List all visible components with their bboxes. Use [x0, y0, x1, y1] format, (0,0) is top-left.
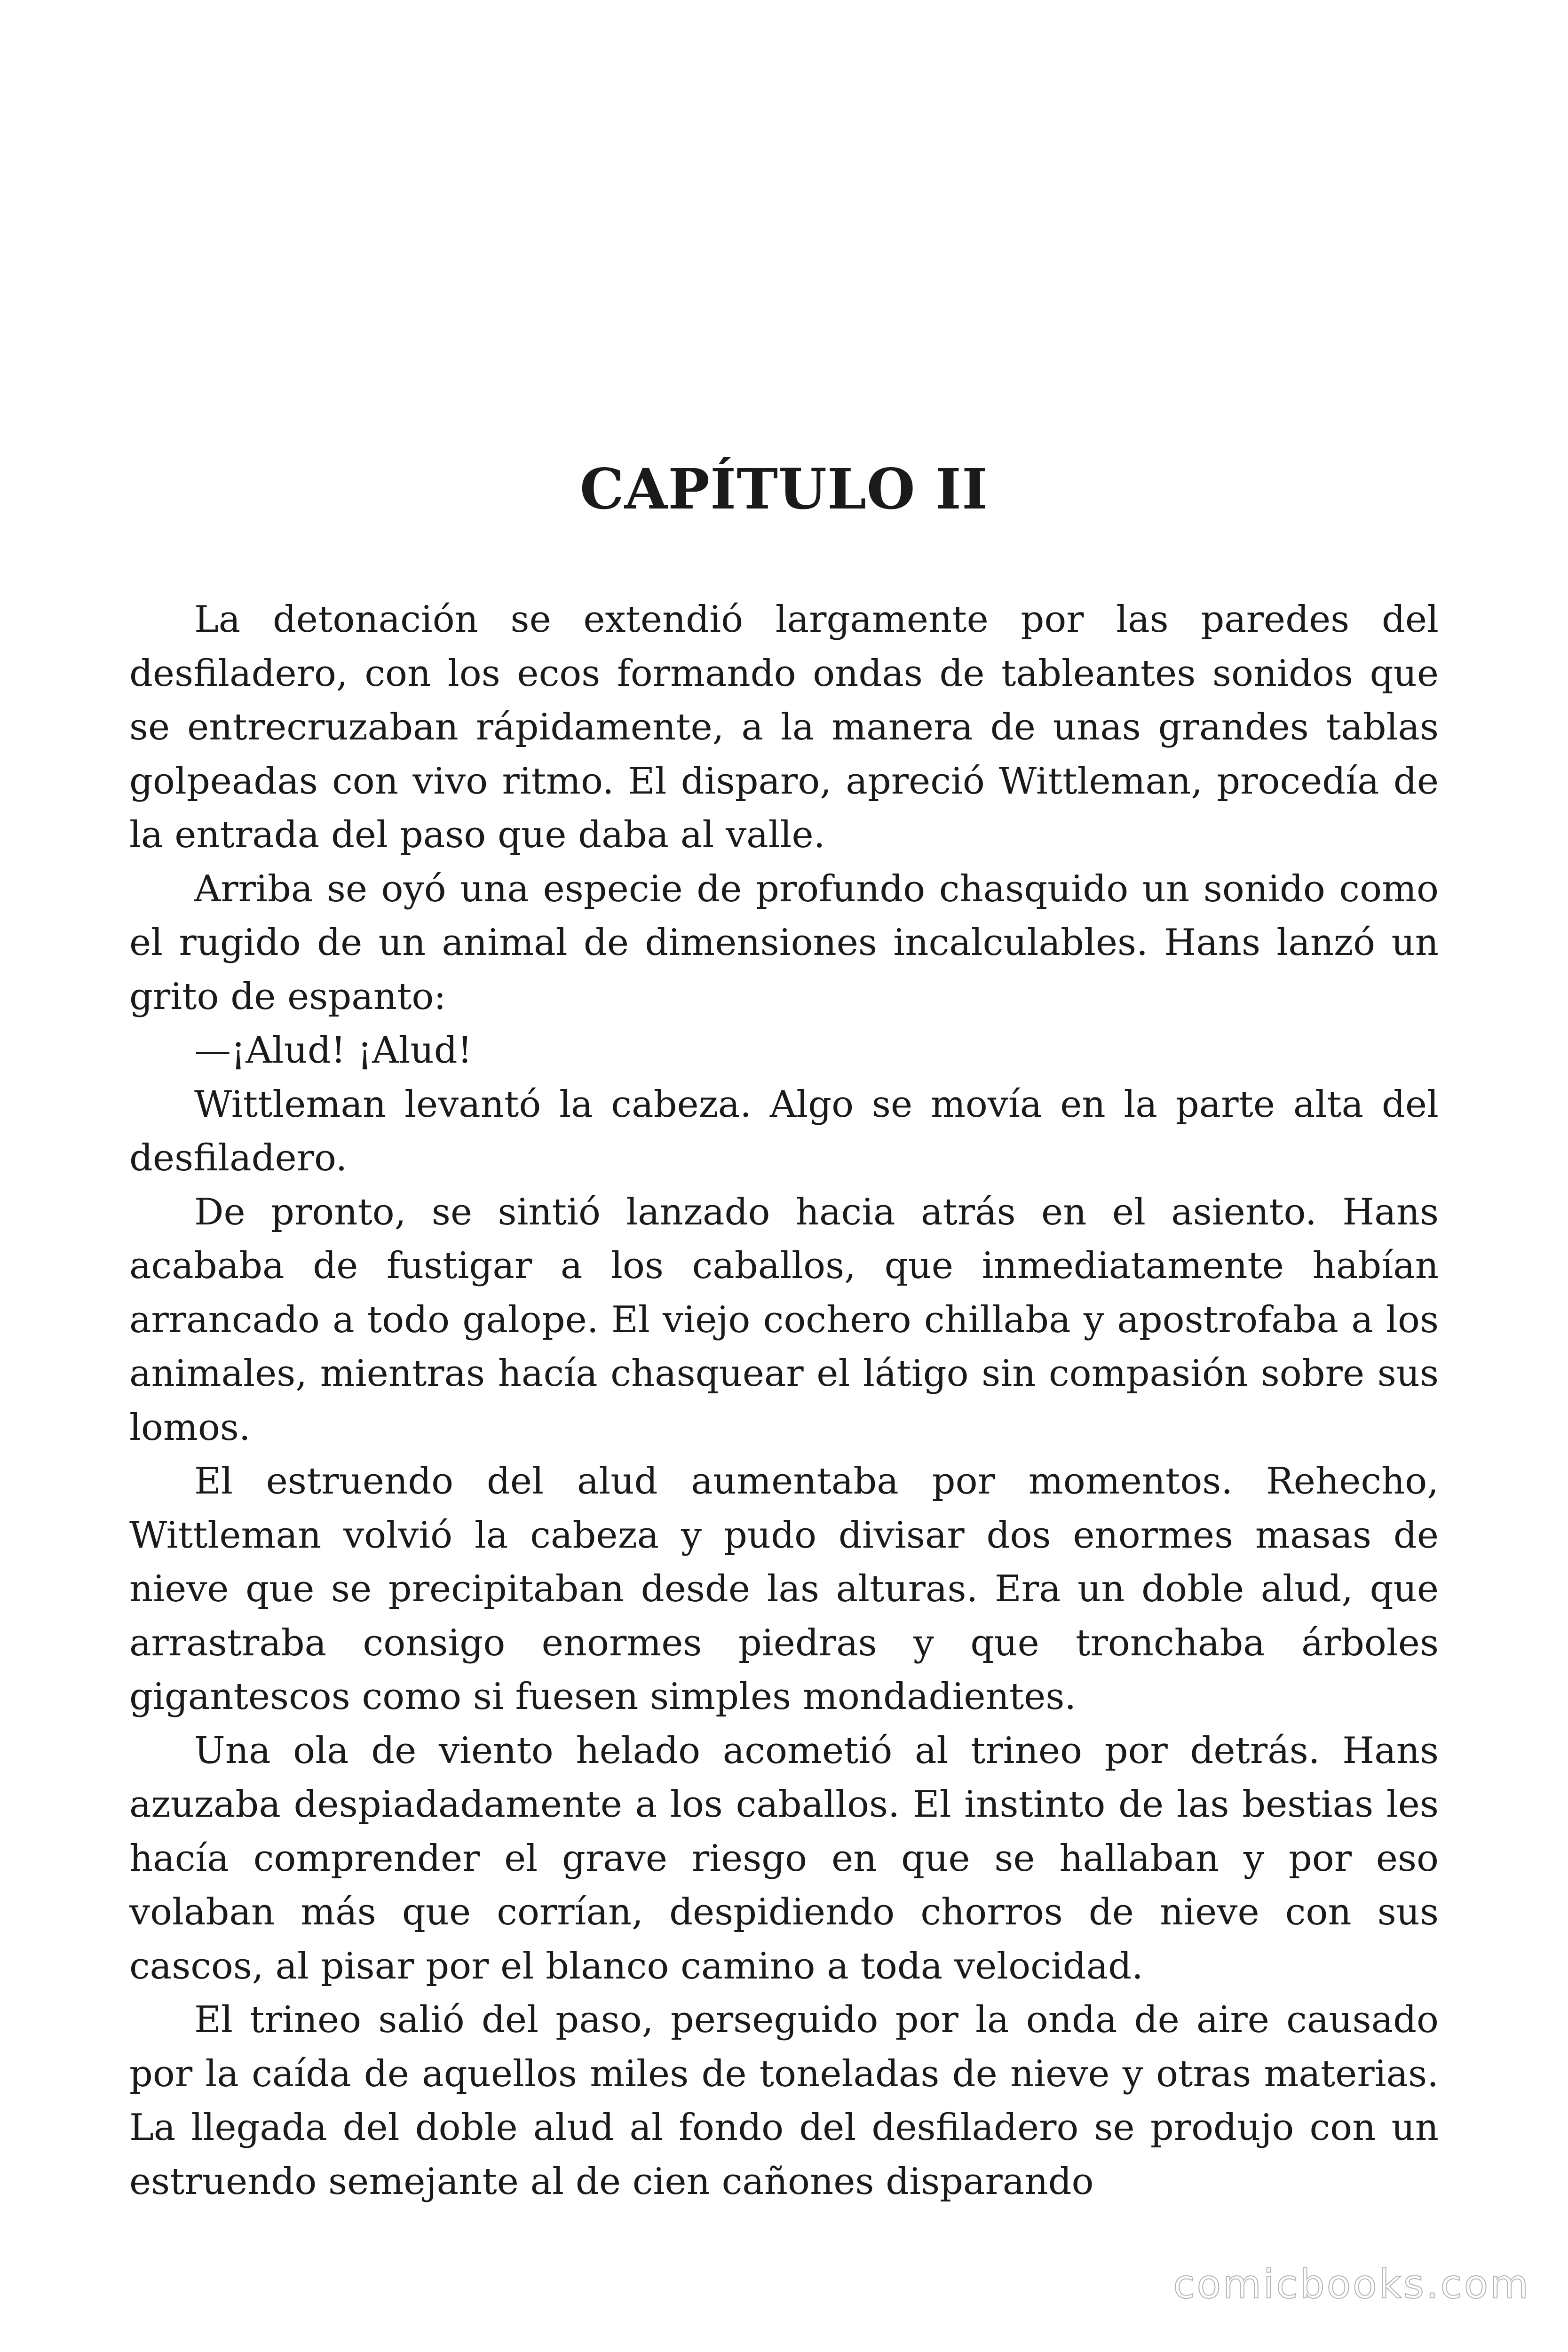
paragraph: Wittleman levantó la cabeza. Algo se movía en la parte alta del desfiladero.: [129, 1083, 1439, 1179]
watermark: comicbooks.com: [1173, 2261, 1530, 2307]
paragraph: De pronto, se sintió lanzado hacia atrás en el asiento. Hans acababa de fustigar a los caballos, que inmediatamente habían arrancado a todo galope. El viejo cochero chillaba y apostrofaba a los animales, mientras hacía chasquear el látigo sin compasión sobre sus lomos.: [129, 1191, 1439, 1449]
paragraph: Una ola de viento helado acometió al trineo por detrás. Hans azuzaba despiadadamente a los caballos. El instinto de las bestias les hacía comprender el grave riesgo en que se hallaban y por eso volaban más que corrían, despidiendo chorros de nieve con sus cascos, al pisar por el blanco camino a toda velocidad.: [129, 1729, 1439, 1987]
book-page: [129, 0, 1439, 2352]
paragraph: —¡Alud! ¡Alud!: [194, 1029, 473, 1072]
paragraph: El trineo salió del paso, perseguido por la onda de aire causado por la caída de aquellos miles de toneladas de nieve y otras materias. La llegada del doble alud al fondo del desfiladero se produjo con un estruendo semejante al de cien cañones disparando: [129, 1999, 1439, 2203]
chapter-title: CAPÍTULO II: [579, 456, 989, 522]
paragraph: La detonación se extendió largamente por las paredes del desfiladero, con los ecos formando ondas de tableantes sonidos que se entrecruzaban rápidamente, a la manera de unas grandes tablas golpeadas con vivo ritmo. El disparo, apreció Wittleman, procedía de la entrada del paso que daba al valle.: [129, 598, 1439, 856]
paragraph: Arriba se oyó una especie de profundo chasquido un sonido como el rugido de un animal de dimensiones incalculables. Hans lanzó un grito de espanto:: [129, 867, 1439, 1018]
chapter-body: [129, 593, 1439, 2209]
paragraph: El estruendo del alud aumentaba por momentos. Rehecho, Wittleman volvió la cabeza y pudo divisar dos enormes masas de nieve que se precipitaban desde las alturas. Era un doble alud, que arrastraba consigo enormes piedras y que tronchaba árboles gigantescos como si fuesen simples mondadientes.: [129, 1460, 1439, 1718]
